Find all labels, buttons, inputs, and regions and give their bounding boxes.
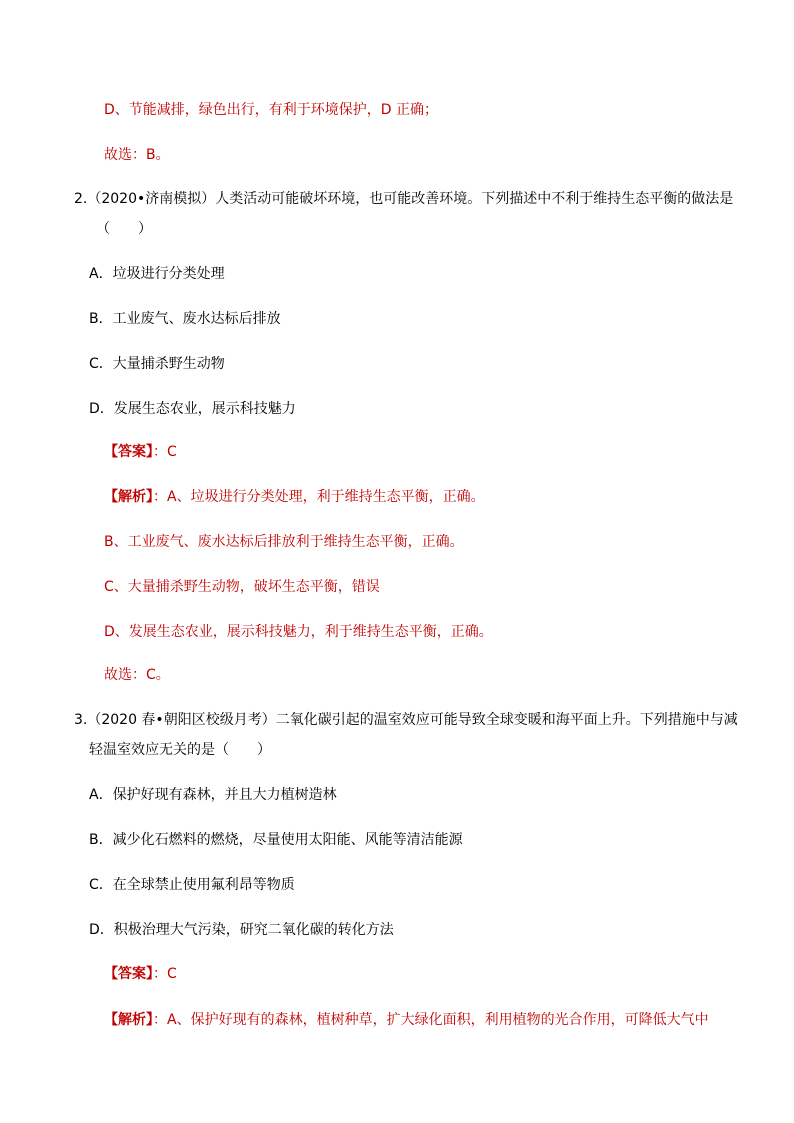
q3-analysis-label: 【解析】 (104, 1012, 153, 1028)
q3-answer (104, 964, 177, 984)
q2-analysis-b: B、工业废气、废水达标后排放利于维持生态平衡，正确。 (104, 534, 464, 550)
q2-option-c: C．大量捕杀野生动物 (89, 356, 225, 372)
q3-stem-line2: 轻温室效应无关的是（ ） (89, 742, 271, 758)
q2-stem-line1: 2.（2020•济南模拟）人类活动可能破坏环境，也可能改善环境。下列描述中不利于维持生态平衡的做法是 (74, 191, 734, 207)
q2-answer-label: 【答案】 (104, 444, 153, 460)
q2-analysis-c: C、大量捕杀野生动物，破坏生态平衡，错误 (104, 579, 380, 595)
q2-analysis-d: D、发展生态农业，展示科技魅力，利于维持生态平衡，正确。 (104, 624, 493, 640)
q3-answer-label: 【答案】 (104, 966, 153, 982)
q3-stem-line1: 3.（2020 春•朝阳区校级月考）二氧化碳引起的温室效应可能导致全球变暖和海平面上升。下列措施中与减 (74, 712, 738, 728)
q2-analysis-label: 【解析】 (104, 489, 153, 505)
q2-stem-line2: （ ） (96, 221, 152, 237)
q3-analysis-text: ：A、保护好现有的森林，植树种草，扩大绿化面积，利用植物的光合作用，可降低大气中 (153, 1012, 709, 1028)
q1-analysis-option-d: D、节能减排，绿色出行，有利于环境保护，D 正确； (104, 102, 439, 118)
q2-analysis-a (104, 487, 485, 507)
q2-choice: 故选：C。 (104, 667, 170, 683)
q2-answer (104, 442, 177, 462)
q3-option-c: C．在全球禁止使用氟利昂等物质 (89, 877, 295, 893)
q3-option-a: A．保护好现有森林，并且大力植树造林 (89, 787, 337, 803)
q2-option-a: A．垃圾进行分类处理 (89, 266, 225, 282)
q1-choice: 故选：B。 (104, 147, 170, 163)
q2-answer-value: ：C (153, 444, 177, 460)
q3-option-d: D．积极治理大气污染，研究二氧化碳的转化方法 (89, 922, 394, 938)
q3-option-b: B．减少化石燃料的燃烧，尽量使用太阳能、风能等清洁能源 (89, 832, 463, 848)
q3-analysis-a (104, 1010, 709, 1030)
q2-option-b: B．工业废气、废水达标后排放 (89, 311, 281, 327)
q3-answer-value: ：C (153, 966, 177, 982)
q2-option-d: D．发展生态农业，展示科技魅力 (89, 401, 296, 417)
q2-analysis-text: ：A、垃圾进行分类处理，利于维持生态平衡，正确。 (153, 489, 485, 505)
